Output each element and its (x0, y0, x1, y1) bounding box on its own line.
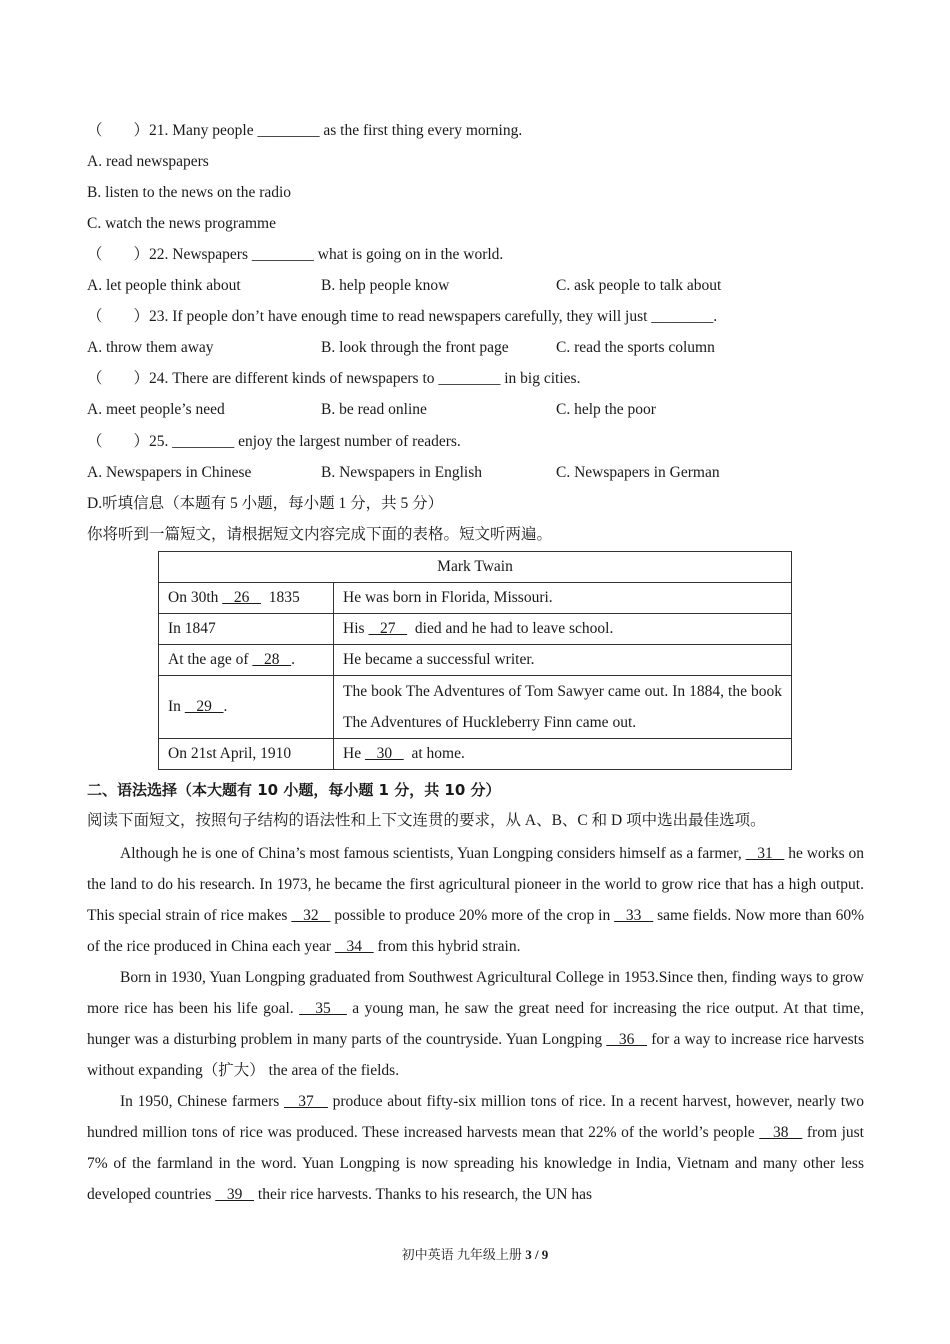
option-21-b: B. listen to the news on the radio (87, 184, 292, 201)
blank-38: 38 (759, 1124, 803, 1141)
cell-text: . (291, 651, 295, 668)
option-21-c: C. watch the news programme (87, 215, 276, 232)
blank-28: 28 (252, 651, 292, 668)
option-22-a: A. let people think about (87, 277, 241, 294)
passage-text: a young man, he saw the great need for increasing the rice output. At that time, hunger was a disturbing problem in many parts of the countryside. Yuan Longping (87, 1000, 864, 1048)
cell-text: His (343, 620, 369, 637)
question-23: （ ）23. If people don’t have enough time to read newspapers carefully, they will just ________. (87, 308, 718, 325)
option-23-b: B. look through the front page (321, 339, 509, 356)
table-header-row (159, 552, 792, 583)
table-cell (159, 739, 334, 770)
table-row (159, 645, 792, 676)
option-25-c: C. Newspapers in German (556, 464, 720, 481)
table-row (159, 583, 792, 614)
cell-text: . (223, 698, 228, 715)
question-24: （ ）24. There are different kinds of newspapers to ________ in big cities. (87, 370, 581, 387)
passage-paragraph-3 (87, 1086, 864, 1210)
passage (87, 838, 864, 1210)
option-24-a: A. meet people’s need (87, 401, 225, 418)
passage-text: produce about fifty-six million tons of rice. In a recent harvest, however, nearly two hundred million tons of rice was produced. These increased harvests mean that 22% of the world’s people (87, 1093, 864, 1141)
cell-text: at home. (403, 745, 465, 762)
table-cell (334, 645, 792, 676)
cell-text: He (343, 745, 365, 762)
option-24-b: B. be read online (321, 401, 427, 418)
option-23-c: C. read the sports column (556, 339, 715, 356)
blank-31: 31 (745, 845, 785, 862)
passage-text: from this hybrid strain. (373, 938, 521, 955)
cell-text: In (168, 698, 185, 715)
cell-text: On 30th (168, 589, 223, 606)
table-header: Mark Twain (159, 552, 792, 583)
blank-32: 32 (291, 907, 331, 924)
passage-text: from just 7% of the farmland in the word. Yuan Longping is now spreading his knowledge in India, Vietnam and many other less developed countries (87, 1124, 864, 1203)
option-22-b: B. help people know (321, 277, 450, 294)
table-cell (159, 583, 334, 614)
table-cell (334, 614, 792, 645)
blank-35: 35 (299, 1000, 347, 1017)
cell-text: On 21st April, 1910 (168, 745, 292, 762)
table-row (159, 676, 792, 739)
section-d-instruction: 你将听到一篇短文，请根据短文内容完成下面的表格。短文听两遍。 (87, 526, 553, 543)
blank-26: 26 (222, 589, 261, 606)
cell-text: He was born in Florida, Missouri. (343, 589, 553, 606)
passage-paragraph-1 (87, 838, 864, 962)
page-footer (0, 1244, 950, 1263)
option-24-c: C. help the poor (556, 401, 656, 418)
blank-27: 27 (368, 620, 408, 637)
cell-text: The book The Adventures of Tom Sawyer came out. In 1884, the book The Adventures of Huckleberry Finn came out. (343, 683, 782, 731)
passage-paragraph-2 (87, 962, 864, 1086)
section-2-title: 二、语法选择（本大题有 10 小题，每小题 1 分，共 10 分） (87, 781, 501, 799)
section-d-title: D.听填信息（本题有 5 小题，每小题 1 分，共 5 分） (87, 495, 444, 512)
option-21-a: A. read newspapers (87, 153, 209, 170)
section-2-instruction: 阅读下面短文，按照句子结构的语法性和上下文连贯的要求，从 A、B、C 和 D 项中选出最佳选项。 (87, 812, 766, 829)
table-cell (159, 676, 334, 739)
option-23-a: A. throw them away (87, 339, 214, 356)
question-21: （ ）21. Many people ________ as the first thing every morning. (87, 122, 523, 139)
passage-text: same fields. Now more than 60% of the rice produced in China each year (87, 907, 865, 955)
blank-36: 36 (606, 1031, 647, 1048)
question-22: （ ）22. Newspapers ________ what is going on in the world. (87, 246, 504, 263)
cell-text: He became a successful writer. (343, 651, 535, 668)
footer-text: 初中英语 九年级上册 (401, 1247, 526, 1262)
passage-text: Born in 1930, Yuan Longping graduated from Southwest Agricultural College in 1953.Since then, finding ways to grow more rice has been his life goal. (87, 969, 864, 1017)
table-row (159, 739, 792, 770)
cell-text: In 1847 (168, 620, 216, 637)
passage-text: their rice harvests. Thanks to his research, the UN has (254, 1186, 593, 1203)
table-row (159, 614, 792, 645)
option-25-a: A. Newspapers in Chinese (87, 464, 252, 481)
table-cell (159, 645, 334, 676)
blank-29: 29 (184, 698, 224, 715)
blank-34: 34 (334, 938, 374, 955)
cell-text: died and he had to leave school. (407, 620, 614, 637)
blank-37: 37 (284, 1093, 328, 1110)
cell-text: 1835 (261, 589, 300, 606)
table-cell (159, 614, 334, 645)
passage-text: In 1950, Chinese farmers (120, 1093, 284, 1110)
table-cell (334, 739, 792, 770)
passage-text: he works on the land to do his research. In 1973, he became the first agricultural pioneer in the world to grow rice that has a high output. This special strain of rice makes (87, 845, 864, 924)
blank-39: 39 (215, 1186, 255, 1203)
table-cell (334, 676, 792, 739)
page-number: 3 / 9 (525, 1247, 549, 1262)
blank-33: 33 (614, 907, 654, 924)
passage-text: for a way to increase rice harvests without expanding（扩大） the area of the fields. (87, 1031, 864, 1079)
option-25-b: B. Newspapers in English (321, 464, 483, 481)
option-22-c: C. ask people to talk about (556, 277, 722, 294)
blank-30: 30 (364, 745, 404, 762)
question-25: （ ）25. ________ enjoy the largest number of readers. (87, 433, 461, 450)
cell-text: At the age of (168, 651, 253, 668)
passage-text: possible to produce 20% more of the crop in (330, 907, 615, 924)
mark-twain-table (158, 551, 792, 770)
passage-text: Although he is one of China’s most famous scientists, Yuan Longping considers himself as a farmer, (120, 845, 746, 862)
table-cell (334, 583, 792, 614)
